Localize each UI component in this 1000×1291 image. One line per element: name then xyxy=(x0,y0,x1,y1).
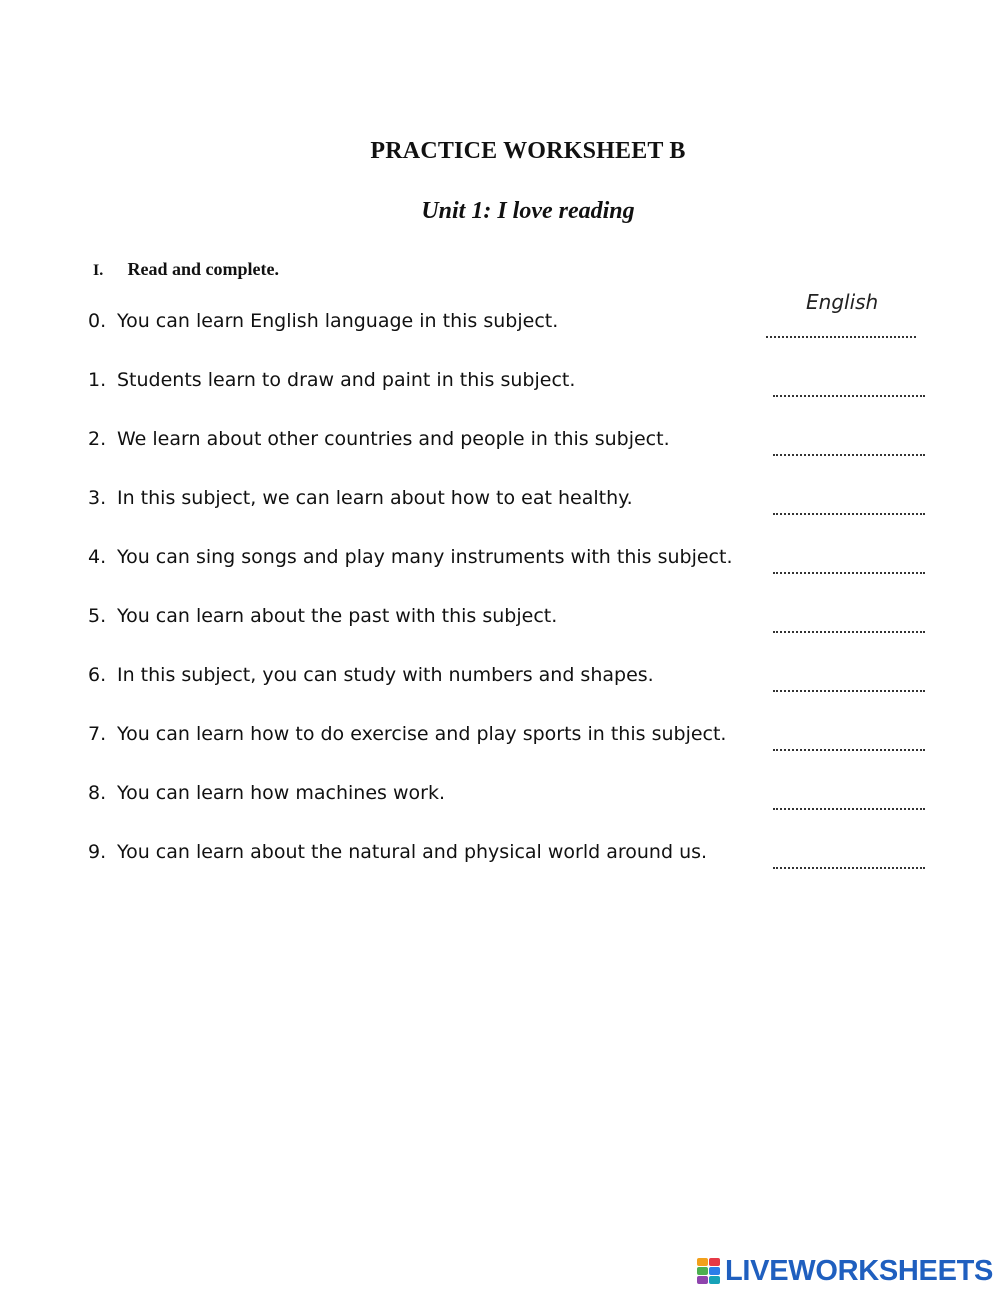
example-answer: English xyxy=(806,290,879,314)
worksheet-title: PRACTICE WORKSHEET B xyxy=(370,138,686,164)
liveworksheets-logo xyxy=(697,1255,993,1287)
question-number: 7. xyxy=(88,723,107,745)
question-number: 2. xyxy=(88,428,107,450)
section-heading xyxy=(93,259,279,280)
question-number: 6. xyxy=(88,664,107,686)
liveworksheets-logo-icon xyxy=(697,1258,721,1284)
question-row-9 xyxy=(88,841,938,871)
question-row-3 xyxy=(88,487,938,517)
answer-blank-3[interactable] xyxy=(773,487,925,515)
answer-blank-6[interactable] xyxy=(773,664,925,692)
question-text: You can learn English language in this subject. xyxy=(117,310,559,332)
worksheet-subtitle: Unit 1: I love reading xyxy=(421,198,635,224)
answer-blank-1[interactable] xyxy=(773,369,925,397)
section-number: I. xyxy=(93,262,104,279)
question-number: 4. xyxy=(88,546,107,568)
logo-text: LIVEWORKSHEETS xyxy=(725,1254,994,1287)
answer-blank-7[interactable] xyxy=(773,723,925,751)
answer-blank-0[interactable] xyxy=(766,290,916,338)
question-row-5 xyxy=(88,605,938,635)
answer-blank-4[interactable] xyxy=(773,546,925,574)
question-text: You can learn about the past with this subject. xyxy=(117,605,558,627)
question-text: You can learn about the natural and physical world around us. xyxy=(117,841,708,863)
question-number: 5. xyxy=(88,605,107,627)
question-row-1 xyxy=(88,369,938,399)
answer-blank-8[interactable] xyxy=(773,782,925,810)
question-row-7 xyxy=(88,723,938,753)
question-text: You can learn how machines work. xyxy=(117,782,445,804)
question-row-2 xyxy=(88,428,938,458)
question-row-6 xyxy=(88,664,938,694)
answer-blank-5[interactable] xyxy=(773,605,925,633)
section-instruction: Read and complete. xyxy=(127,259,279,279)
question-text: In this subject, we can learn about how to eat healthy. xyxy=(117,487,633,509)
question-number: 9. xyxy=(88,841,107,863)
question-text: You can learn how to do exercise and play sports in this subject. xyxy=(117,723,727,745)
question-row-8 xyxy=(88,782,938,812)
question-text: In this subject, you can study with numbers and shapes. xyxy=(117,664,654,686)
question-text: We learn about other countries and people in this subject. xyxy=(117,428,670,450)
question-row-0 xyxy=(88,290,938,340)
question-number: 3. xyxy=(88,487,107,509)
question-number: 0. xyxy=(88,310,107,332)
answer-blank-2[interactable] xyxy=(773,428,925,456)
answer-blank-9[interactable] xyxy=(773,841,925,869)
question-text: You can sing songs and play many instruments with this subject. xyxy=(117,546,733,568)
question-number: 8. xyxy=(88,782,107,804)
question-row-4 xyxy=(88,546,938,576)
question-text: Students learn to draw and paint in this subject. xyxy=(117,369,576,391)
question-number: 1. xyxy=(88,369,107,391)
